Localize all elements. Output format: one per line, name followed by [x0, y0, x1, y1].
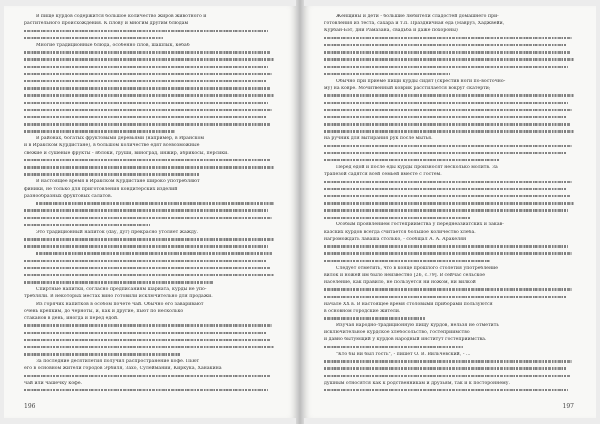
text-fragment: Из горячих напитков в особом почете чай. Обычно его заваривают	[36, 301, 204, 307]
text-line	[324, 28, 576, 33]
text-fragment: Многие традиционные блюда, особенно плов, шашлык, кебаб	[36, 42, 190, 48]
text-line	[24, 179, 276, 184]
text-line-placeholder	[36, 252, 272, 254]
text-line	[324, 337, 576, 342]
text-line-placeholder	[324, 123, 570, 125]
text-fragment: и в Иракском Курдистане), в большом количестве едят всевозможные	[24, 143, 200, 149]
text-line	[324, 72, 576, 77]
text-line-placeholder	[324, 245, 568, 247]
text-line	[24, 309, 276, 314]
text-line	[24, 21, 276, 26]
text-fragment: Изучая народно-традиционную пищу курдов, нельзя не отметить	[336, 323, 499, 329]
text-line	[324, 64, 576, 69]
text-line	[24, 352, 276, 357]
text-line-placeholder	[324, 73, 450, 75]
text-line	[24, 14, 276, 19]
text-line-placeholder	[324, 360, 572, 362]
text-line-placeholder	[24, 51, 270, 53]
text-line-placeholder	[24, 80, 266, 82]
text-line	[24, 172, 276, 177]
text-line-placeholder	[324, 217, 470, 219]
text-line	[24, 388, 276, 393]
book-gutter	[296, 0, 304, 424]
text-line	[324, 201, 576, 206]
text-line-placeholder	[24, 87, 270, 89]
text-line	[324, 251, 576, 256]
text-line-placeholder	[324, 375, 570, 377]
text-line	[324, 388, 576, 393]
left-page-text	[24, 14, 276, 394]
text-line	[24, 93, 276, 98]
text-line	[24, 158, 276, 163]
left-page-number: 196	[24, 403, 36, 410]
text-line-placeholder	[24, 130, 175, 132]
text-fragment: свежие и сушеные фрукты - яблоки, груши, виноград, инжир, абрикосы, персики.	[24, 150, 229, 156]
text-line	[324, 172, 576, 177]
text-line-placeholder	[24, 281, 213, 283]
text-line	[324, 258, 576, 263]
text-line-placeholder	[24, 375, 270, 377]
text-line	[24, 43, 276, 48]
text-line	[324, 158, 576, 163]
text-line	[24, 222, 276, 227]
text-line	[24, 136, 276, 141]
text-fragment: казских курдов всегда считается большое количество хлеба.	[324, 229, 476, 235]
text-line	[24, 237, 276, 242]
text-line-placeholder	[36, 202, 274, 204]
text-fragment: в основном городские жители.	[324, 308, 401, 314]
text-line-placeholder	[324, 109, 572, 111]
text-fragment: и давно бытующий у курдов народный институт гостеприимства.	[324, 337, 487, 343]
text-fragment: В настоящее время в Иракском Курдистане широко употребляют	[36, 179, 200, 185]
text-line	[324, 330, 576, 335]
text-line	[324, 107, 576, 112]
text-fragment: стаканов в день, иногда и перед едой.	[24, 315, 119, 321]
text-line-placeholder	[24, 332, 266, 334]
text-line-placeholder	[24, 217, 272, 219]
text-fragment: требляли. В некоторых местах вино готовили исключительно для продажи.	[24, 294, 213, 300]
text-line	[24, 287, 276, 292]
text-fragment: В пище курдов содержится большое количество жиров животного и	[36, 14, 207, 19]
text-line	[24, 266, 276, 271]
text-line	[324, 43, 576, 48]
text-line	[24, 115, 276, 120]
left-page	[4, 6, 296, 418]
text-line-placeholder	[324, 346, 463, 348]
text-line	[324, 14, 576, 19]
text-line	[24, 345, 276, 350]
text-line	[324, 187, 576, 192]
text-line	[24, 251, 276, 256]
text-line-placeholder	[24, 267, 270, 269]
text-line	[324, 294, 576, 299]
text-line	[324, 366, 576, 371]
text-line	[324, 50, 576, 55]
text-line-placeholder	[324, 252, 572, 254]
text-line	[24, 107, 276, 112]
text-line	[24, 165, 276, 170]
text-fragment: чай или чашечку кофе.	[24, 380, 83, 386]
text-line-placeholder	[24, 116, 266, 118]
text-line-placeholder	[324, 159, 500, 161]
text-line-placeholder	[324, 288, 572, 290]
text-line	[24, 373, 276, 378]
text-line-placeholder	[24, 159, 270, 161]
text-line	[324, 345, 576, 350]
text-line	[324, 352, 576, 357]
text-line	[324, 287, 576, 292]
text-line	[324, 194, 576, 199]
text-line-placeholder	[24, 339, 270, 341]
text-line-placeholder	[24, 94, 274, 96]
text-line	[324, 280, 576, 285]
text-fragment: нагромождать лаваша столько, - сообщал А. А. Аракелян	[324, 236, 467, 242]
text-line	[24, 79, 276, 84]
text-line-placeholder	[24, 73, 272, 75]
text-line-placeholder	[324, 188, 566, 190]
text-line	[324, 122, 576, 127]
text-line-placeholder	[324, 102, 568, 104]
text-fragment: население, как правило, не пользуется ни ножом, ни вилкой	[324, 279, 476, 285]
text-line	[324, 208, 576, 213]
text-line	[324, 136, 576, 141]
text-line	[324, 143, 576, 148]
text-line	[324, 230, 576, 235]
text-line-placeholder	[24, 224, 150, 226]
text-line-placeholder	[24, 209, 268, 211]
text-fragment: разнообразных фруктовых салатов.	[24, 193, 113, 199]
text-line-placeholder	[324, 209, 568, 211]
text-line	[24, 28, 276, 33]
text-line	[24, 359, 276, 364]
text-line-placeholder	[24, 166, 274, 168]
text-line	[324, 165, 576, 170]
text-line	[24, 57, 276, 62]
text-line	[324, 21, 576, 26]
text-line-placeholder	[324, 317, 425, 319]
text-line-placeholder	[24, 58, 274, 60]
right-page-number: 197	[562, 403, 574, 410]
text-line	[324, 222, 576, 227]
text-fragment: Курбан-Бэт, дни Рамазана, свадьба и даже похороны)	[324, 28, 458, 34]
text-fragment: "Кто бы ни был гость", - пишет О. В. Вильчевский, - ...	[336, 351, 471, 357]
text-line	[324, 309, 576, 314]
text-line-placeholder	[324, 389, 568, 391]
text-line	[24, 36, 276, 41]
text-fragment: Перед едой и после еды курды произносят несколько молитв. За	[336, 164, 498, 170]
text-line	[24, 129, 276, 134]
text-line	[324, 316, 576, 321]
text-line	[24, 280, 276, 285]
text-line-placeholder	[324, 195, 570, 197]
text-line	[24, 86, 276, 91]
text-fragment: Обычно при приеме пищи курды сидят (скрестив ноги по-восточно-	[336, 78, 506, 84]
text-line	[324, 57, 576, 62]
text-fragment: растительного происхождения. К плову и многим другим блюдам	[24, 21, 189, 27]
text-line	[24, 201, 276, 206]
text-line	[324, 323, 576, 328]
text-line	[24, 337, 276, 342]
text-line	[24, 294, 276, 299]
text-line	[24, 194, 276, 199]
text-line-placeholder	[24, 346, 274, 348]
text-line	[24, 151, 276, 156]
text-line-placeholder	[24, 173, 200, 175]
text-line-placeholder	[324, 130, 574, 132]
text-line	[324, 79, 576, 84]
text-line-placeholder	[324, 66, 568, 68]
text-line	[324, 381, 576, 386]
right-page	[304, 6, 596, 418]
text-line	[24, 230, 276, 235]
text-fragment: вилок и ножей им было неизвестно [26, с.79]. В сейчас сельское	[324, 272, 486, 278]
text-line	[24, 330, 276, 335]
text-line	[324, 36, 576, 41]
text-line-placeholder	[24, 30, 268, 32]
text-fragment: душным относятся как к родственникам и друзьям, так и к постороннему.	[324, 380, 510, 386]
text-line-placeholder	[324, 260, 490, 262]
text-line-placeholder	[24, 102, 268, 104]
text-fragment: Спиртные напитки, согласно предписаниям шариата, курды не упо-	[36, 287, 207, 293]
text-line-placeholder	[324, 145, 572, 147]
text-line	[24, 208, 276, 213]
text-line	[24, 72, 276, 77]
text-line	[24, 64, 276, 69]
text-fragment: Женщины и дети - большие любители сладостей домашнего при-	[336, 14, 499, 19]
text-line	[324, 100, 576, 105]
text-line-placeholder	[24, 260, 266, 262]
text-fragment: В районах, богатых фруктовыми деревьями (например, в Иранском	[36, 136, 205, 142]
text-fragment: его в основном жители городов Эрбиля, Захо, Сулеймании, Киркука, Ханакина	[24, 366, 222, 372]
text-line	[24, 366, 276, 371]
text-line-placeholder	[324, 152, 566, 154]
text-line-placeholder	[24, 109, 272, 111]
text-line-placeholder	[324, 181, 572, 183]
text-fragment: готовления из теста, сахара и т.п. Праздничная еда (Навруз, Хаджвейи,	[324, 21, 505, 27]
text-line-placeholder	[324, 367, 566, 369]
text-line	[24, 215, 276, 220]
text-line	[24, 381, 276, 386]
text-line	[324, 215, 576, 220]
text-line-placeholder	[324, 51, 570, 53]
text-line-placeholder	[24, 353, 180, 355]
text-line-placeholder	[324, 94, 574, 96]
text-line-placeholder	[24, 324, 272, 326]
text-line	[324, 151, 576, 156]
text-fragment: трапезой садятся всей семьей вместе с гостем.	[324, 172, 442, 178]
text-fragment: За последние десятилетия получил распространение кофе. Пьют	[36, 359, 200, 364]
text-line	[324, 373, 576, 378]
text-line-placeholder	[324, 37, 572, 39]
text-fragment: Это традиционный напиток (dау, дуг) прекрасно утоляет жажду.	[36, 229, 199, 235]
text-line-placeholder	[24, 389, 268, 391]
text-line	[24, 323, 276, 328]
text-fragment: очень крепким, до черноты, и, как и другие, пьют по несколько	[24, 308, 184, 314]
text-line-placeholder	[324, 58, 574, 60]
text-line-placeholder	[24, 66, 268, 68]
text-line	[24, 143, 276, 148]
text-line	[24, 187, 276, 192]
text-fragment: начале XX в. В настоящее время столовыми приборами пользуются	[324, 301, 493, 307]
text-line	[24, 244, 276, 249]
text-line-placeholder	[324, 116, 566, 118]
text-line	[324, 237, 576, 242]
text-line	[324, 244, 576, 249]
text-line	[324, 129, 576, 134]
text-fragment: Особым проявлением гостеприимства у переднеазиатских и закав-	[336, 222, 504, 228]
text-line	[24, 302, 276, 307]
text-line	[324, 359, 576, 364]
text-fragment: финики, не только для приготовления кондитерских изделий	[24, 186, 178, 192]
text-line	[324, 273, 576, 278]
text-line-placeholder	[24, 123, 270, 125]
text-line	[24, 50, 276, 55]
text-line-placeholder	[24, 245, 268, 247]
text-line	[324, 115, 576, 120]
text-line	[24, 316, 276, 321]
text-line-placeholder	[24, 274, 274, 276]
text-line-placeholder	[324, 44, 566, 46]
text-line-placeholder	[24, 238, 274, 240]
text-fragment: на ручник для вытирания рук после мытья.	[324, 136, 433, 142]
text-fragment: му) на ковре. Мочитвенный коврик расстилается вокруг скатерти;	[324, 85, 491, 91]
text-fragment: Следует отметить, что в конце прошлого столетия употребление	[336, 265, 499, 271]
text-line	[24, 258, 276, 263]
text-line	[324, 266, 576, 271]
text-line	[324, 179, 576, 184]
right-page-text	[324, 14, 576, 394]
text-line	[324, 93, 576, 98]
text-line-placeholder	[324, 296, 566, 298]
text-fragment: исключительное курдское хлебосольство, гостеприимство	[324, 330, 470, 336]
text-line	[24, 100, 276, 105]
text-line	[24, 273, 276, 278]
text-line-placeholder	[24, 37, 163, 39]
text-line	[24, 122, 276, 127]
text-line	[324, 86, 576, 91]
text-line	[324, 302, 576, 307]
text-line-placeholder	[324, 202, 574, 204]
